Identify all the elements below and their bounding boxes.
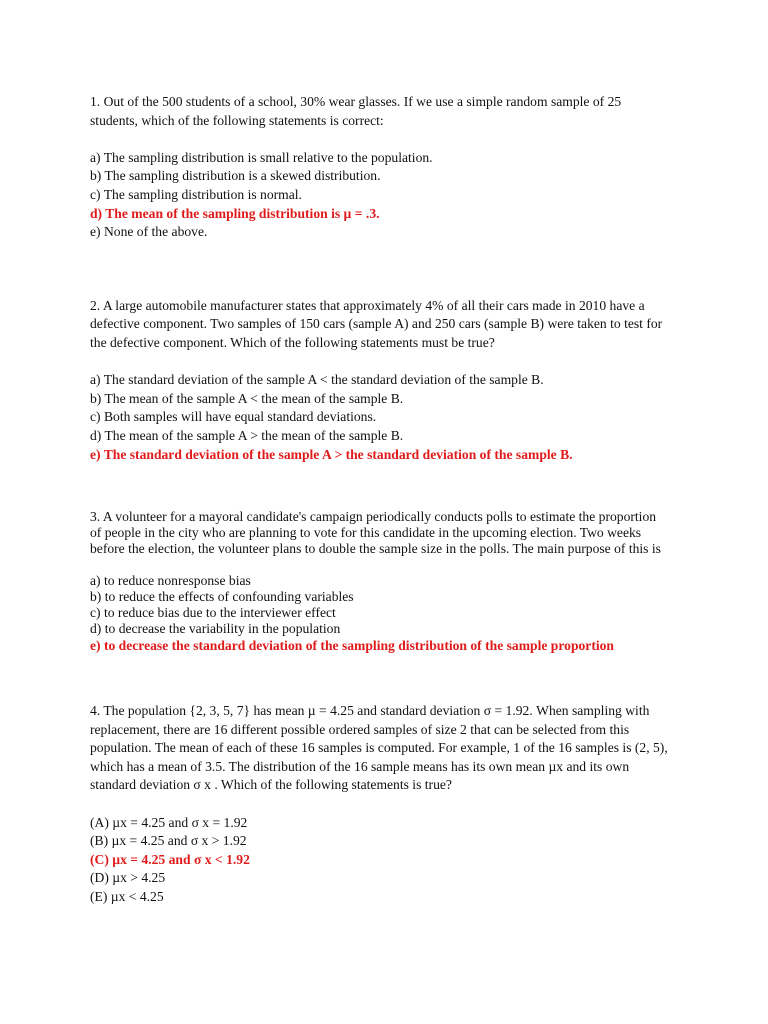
question-stem-line: the defective component. Which of the following statements must be true? [90, 334, 495, 350]
answer-option: c) to reduce bias due to the interviewer effect [90, 605, 336, 621]
question-stem-line: 4. The population {2, 3, 5, 7} has mean µ = 4.25 and standard deviation σ = 1.92. When sampling with [90, 703, 650, 719]
question-3 [90, 509, 690, 655]
question-stem-line: students, which of the following statements is correct: [90, 112, 384, 128]
question-stem-line: before the election, the volunteer plans to double the sample size in the polls. The main purpose of this is [90, 541, 661, 557]
correct-answer-option: e) The standard deviation of the sample A > the standard deviation of the sample B. [90, 446, 573, 462]
answer-option: c) Both samples will have equal standard deviations. [90, 409, 377, 425]
question-stem-line: 1. Out of the 500 students of a school, 30% wear glasses. If we use a simple random sample of 25 [90, 94, 622, 109]
answer-option: b) The sampling distribution is a skewed distribution. [90, 168, 381, 184]
question-stem-line: of people in the city who are planning to vote for this candidate in the upcoming election. Two weeks [90, 525, 642, 541]
answer-option: (B) µx = 4.25 and σ x > 1.92 [90, 833, 247, 849]
answer-option: a) The standard deviation of the sample A < the standard deviation of the sample B. [90, 372, 544, 388]
question-stem-line: population. The mean of each of these 16 samples is computed. For example, 1 of the 16 samples is (2, 5), [90, 740, 668, 756]
answer-option: a) The sampling distribution is small relative to the population. [90, 149, 433, 165]
question-stem-line: which has a mean of 3.5. The distribution of the 16 sample means has its own mean µx and its own [90, 758, 630, 774]
question-stem-line: replacement, there are 16 different possible ordered samples of size 2 that can be selected from this [90, 721, 630, 737]
answer-option: d) The mean of the sample A > the mean of the sample B. [90, 427, 404, 443]
document-page [90, 93, 690, 907]
answer-option: c) The sampling distribution is normal. [90, 186, 302, 202]
question-2 [90, 297, 690, 464]
answer-option: b) The mean of the sample A < the mean of the sample B. [90, 390, 404, 406]
question-stem-line: standard deviation σ x . Which of the following statements is true? [90, 777, 452, 793]
answer-option: (A) µx = 4.25 and σ x = 1.92 [90, 814, 248, 830]
correct-answer-option: d) The mean of the sampling distribution is µ = .3. [90, 205, 380, 221]
answer-option: d) to decrease the variability in the population [90, 621, 341, 637]
answer-option: a) to reduce nonresponse bias [90, 573, 251, 589]
answer-option: b) to reduce the effects of confounding variables [90, 589, 354, 605]
question-stem-line: 2. A large automobile manufacturer states that approximately 4% of all their cars made in 2010 have a [90, 297, 645, 313]
question-stem-line: defective component. Two samples of 150 cars (sample A) and 250 cars (sample B) were taken to test for [90, 316, 663, 332]
question-1 [90, 93, 690, 242]
correct-answer-option: e) to decrease the standard deviation of the sampling distribution of the sample proportion [90, 638, 614, 654]
answer-option: (E) µx < 4.25 [90, 889, 164, 905]
answer-option: (D) µx > 4.25 [90, 870, 166, 886]
correct-answer-option: (C) µx = 4.25 and σ x < 1.92 [90, 851, 250, 867]
answer-option: e) None of the above. [90, 224, 208, 240]
question-4 [90, 702, 690, 907]
question-stem-line: 3. A volunteer for a mayoral candidate's campaign periodically conducts polls to estimate the proportion [90, 509, 657, 525]
